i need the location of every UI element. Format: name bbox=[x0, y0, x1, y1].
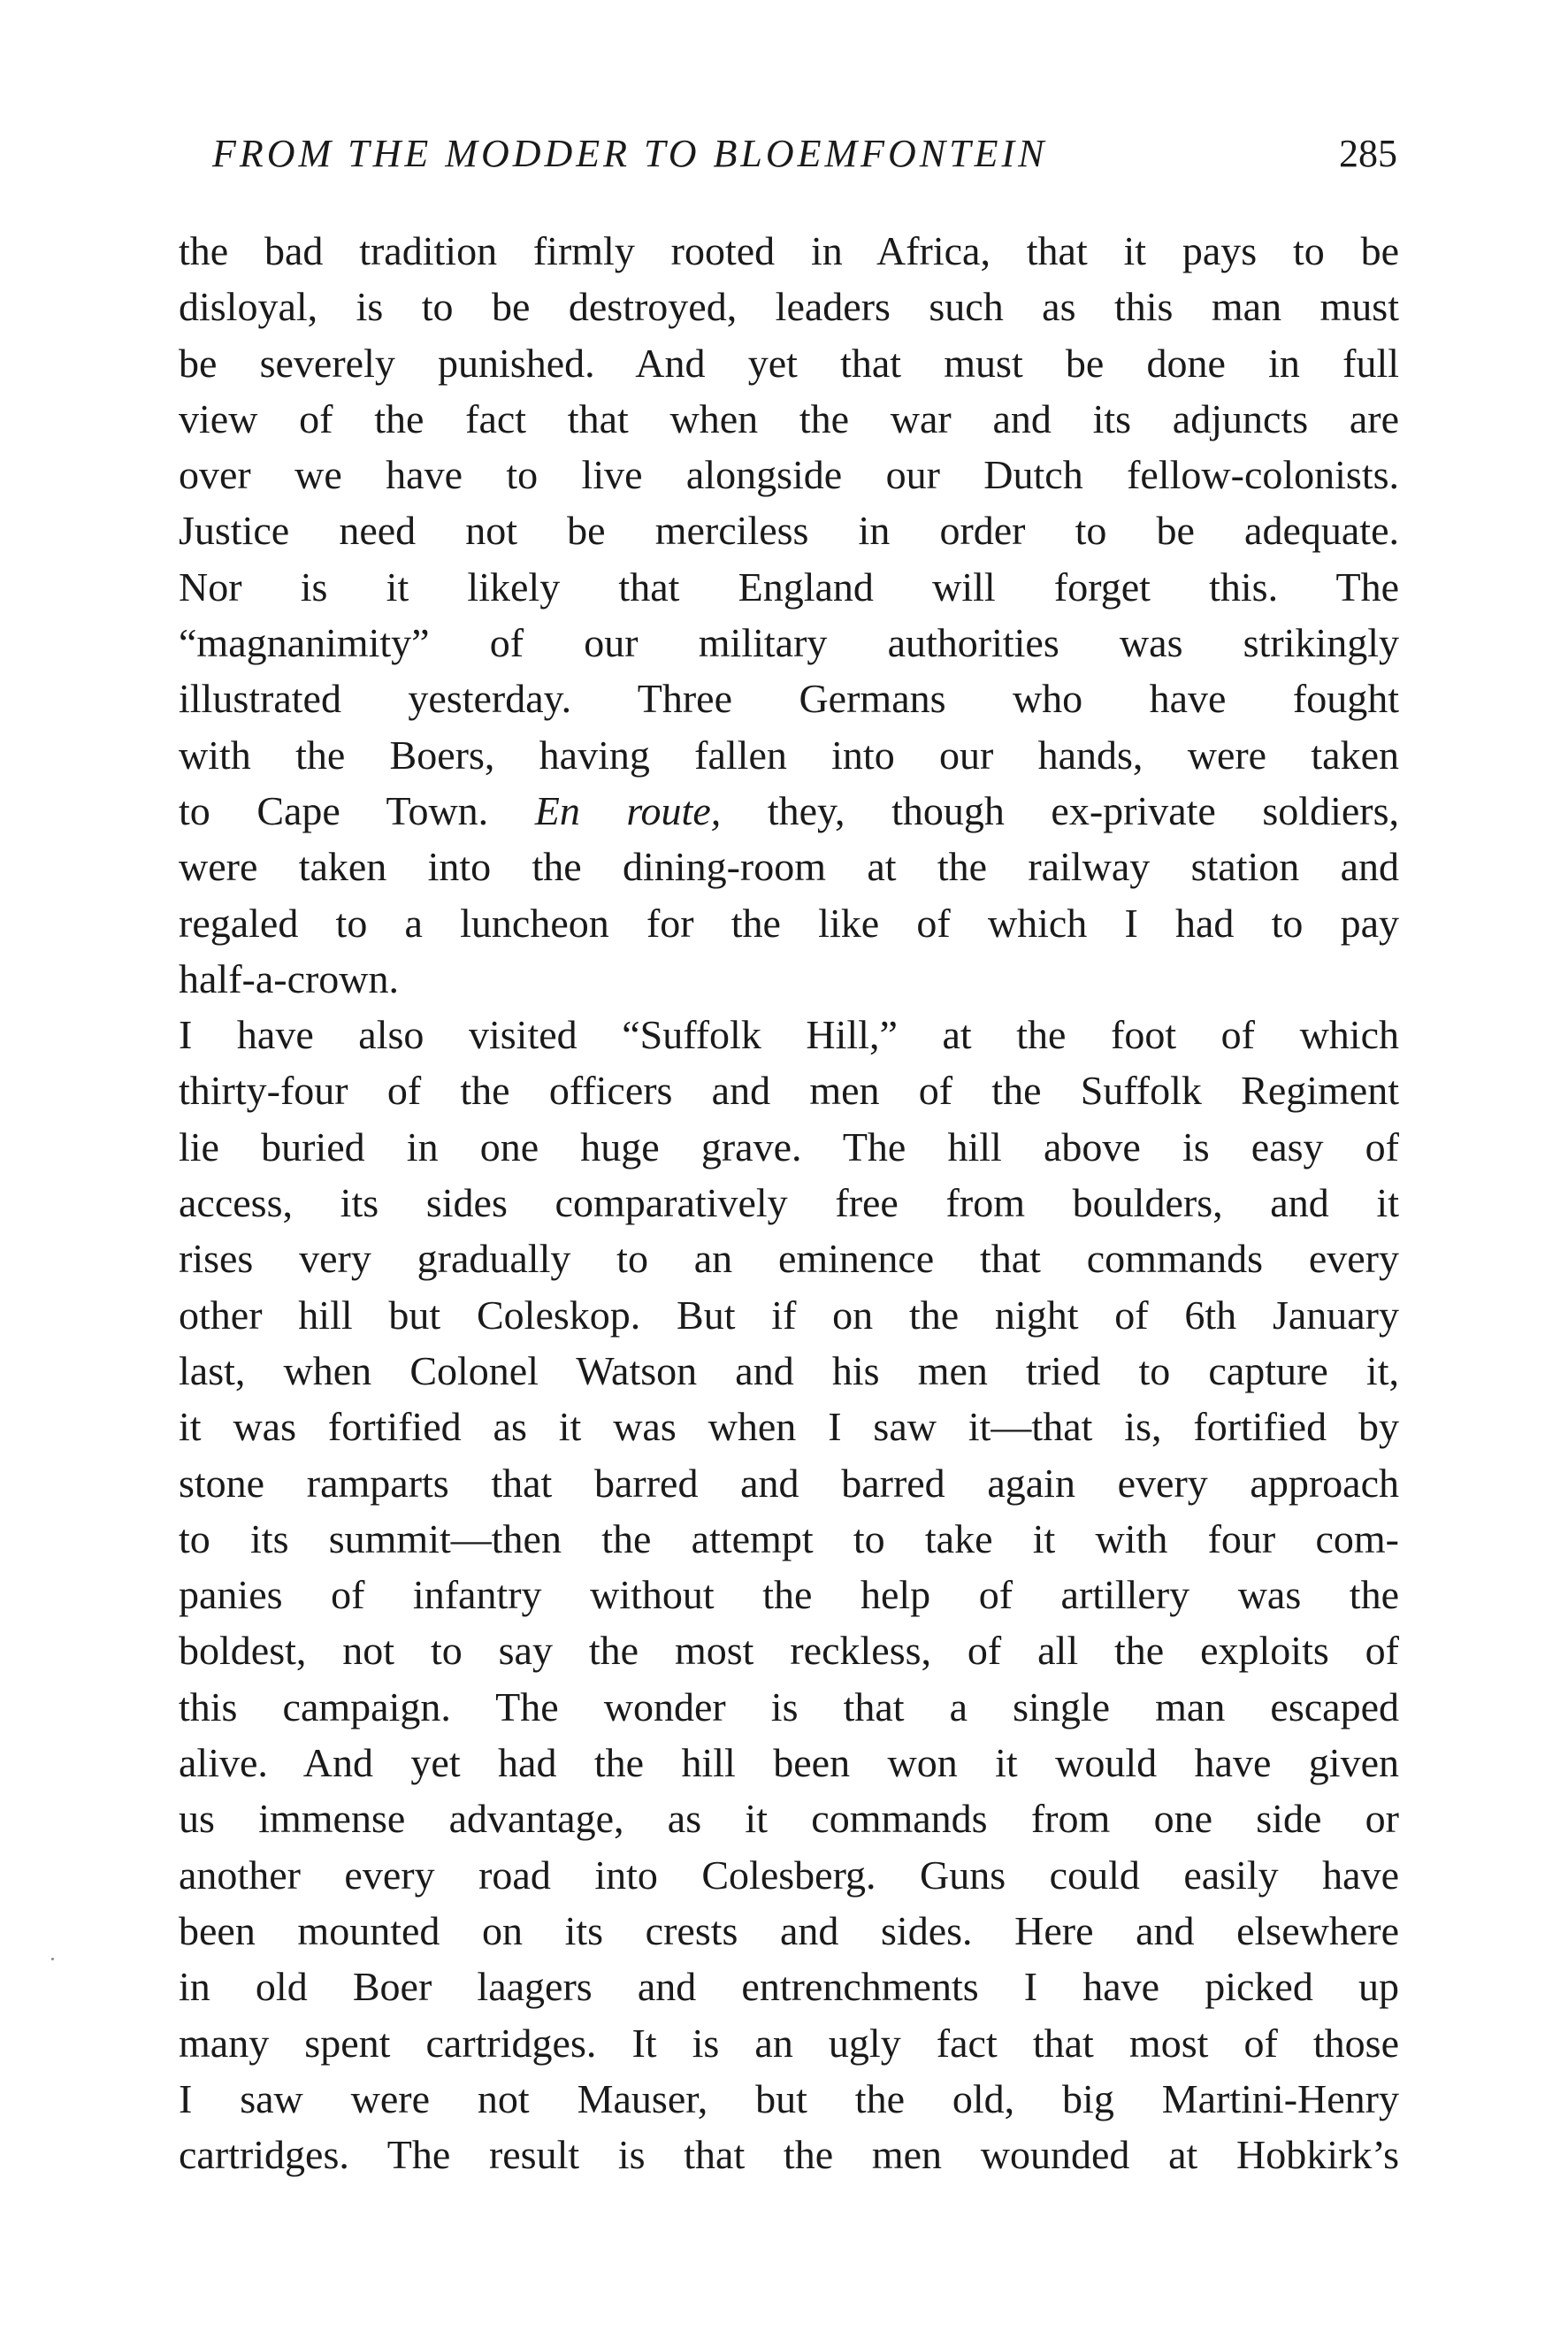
text-line: were taken into the dining-room at the railway station and bbox=[179, 844, 1399, 890]
text-line: the bad tradition firmly rooted in Africa, that it pays to be bbox=[179, 228, 1399, 273]
text-line: panies of infantry without the help of artillery was the bbox=[179, 1572, 1399, 1618]
text-line: cartridges. The result is that the men wounded at Hobkirk’s bbox=[179, 2132, 1399, 2178]
running-title: FROM THE MODDER TO BLOEMFONTEIN bbox=[212, 132, 1048, 175]
text-segment: to Cape Town. bbox=[179, 787, 489, 833]
text-segment: they, though ex-private soldiers, bbox=[767, 787, 1399, 833]
text-line: with the Boers, having fallen into our hands, were taken bbox=[179, 732, 1399, 778]
italic-phrase: En route, bbox=[534, 787, 722, 833]
text-line: Nor is it likely that England will forget this. The bbox=[179, 564, 1399, 610]
text-line: access, its sides comparatively free from boulders, and it bbox=[179, 1180, 1399, 1226]
text-line: view of the fact that when the war and its adjuncts are bbox=[179, 395, 1399, 441]
text-line: other hill but Coleskop. But if on the night of 6th January bbox=[179, 1292, 1399, 1338]
text-line: regaled to a luncheon for the like of which I had to pay bbox=[179, 900, 1399, 946]
text-line: “magnanimity” of our military authorities was strikingly bbox=[179, 620, 1399, 666]
text-line: us immense advantage, as it commands from one side or bbox=[179, 1796, 1399, 1842]
running-head bbox=[212, 131, 1397, 184]
text-line: illustrated yesterday. Three Germans who have fought bbox=[179, 676, 1399, 722]
page-number: 285 bbox=[1339, 132, 1397, 175]
text-line: stone ramparts that barred and barred again every approach bbox=[179, 1460, 1399, 1506]
text-line: in old Boer laagers and entrenchments I have picked up bbox=[179, 1964, 1399, 2010]
text-line: boldest, not to say the most reckless, of all the exploits of bbox=[179, 1628, 1399, 1674]
text-line: half-a-crown. bbox=[179, 955, 400, 1001]
body-text bbox=[179, 223, 1399, 2182]
text-line: lie buried in one huge grave. The hill above is easy of bbox=[179, 1123, 1399, 1170]
text-line: last, when Colonel Watson and his men tried to capture it, bbox=[179, 1347, 1399, 1393]
text-line: disloyal, is to be destroyed, leaders such as this man must bbox=[179, 284, 1399, 330]
text-line: to its summit—then the attempt to take it with four com- bbox=[179, 1515, 1399, 1561]
text-line: been mounted on its crests and sides. Here and elsewhere bbox=[179, 1907, 1399, 1953]
text-line: many spent cartridges. It is an ugly fact that most of those bbox=[179, 2020, 1399, 2066]
text-line: it was fortified as it was when I saw it—that is, fortified by bbox=[179, 1404, 1399, 1450]
text-line: rises very gradually to an eminence that commands every bbox=[179, 1236, 1399, 1282]
text-line: over we have to live alongside our Dutch fellow-colonists. bbox=[179, 452, 1399, 498]
text-line: this campaign. The wonder is that a single man escaped bbox=[179, 1683, 1399, 1729]
text-line: alive. And yet had the hill been won it would have given bbox=[179, 1740, 1399, 1786]
text-line: another every road into Colesberg. Guns could easily have bbox=[179, 1852, 1399, 1898]
text-line-mixed bbox=[179, 783, 1399, 839]
text-line: I have also visited “Suffolk Hill,” at the foot of which bbox=[179, 1012, 1399, 1058]
scan-speck bbox=[51, 1958, 54, 1960]
text-line: be severely punished. And yet that must be done in full bbox=[179, 340, 1399, 386]
text-line: I saw were not Mauser, but the old, big Martini-Henry bbox=[179, 2075, 1399, 2121]
text-line: thirty-four of the officers and men of the Suffolk Regiment bbox=[179, 1068, 1399, 1114]
text-line: Justice need not be merciless in order to be adequate. bbox=[179, 508, 1399, 554]
